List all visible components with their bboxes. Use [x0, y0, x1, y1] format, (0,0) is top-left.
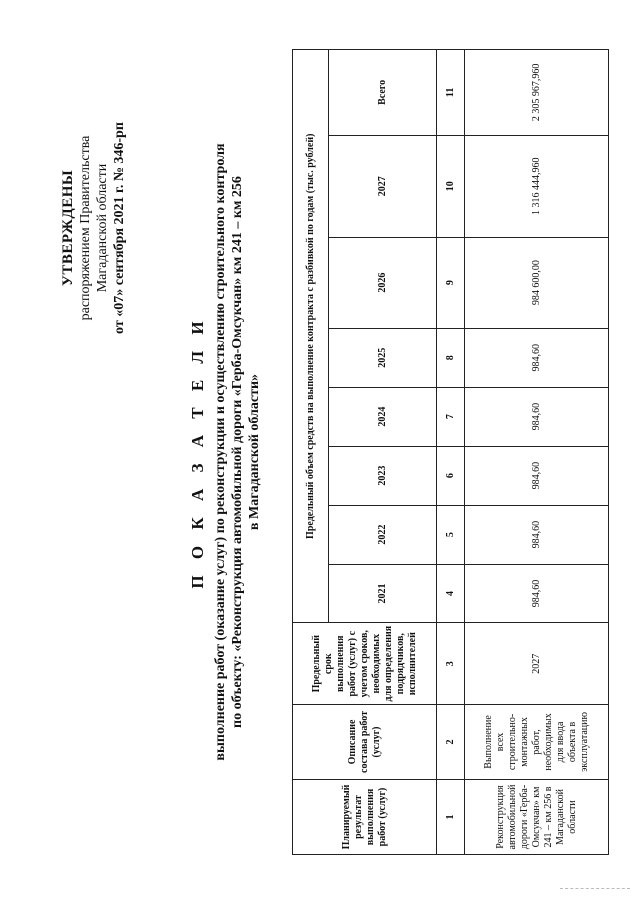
header-year-2022: 2022	[329, 505, 437, 564]
header-year-2027: 2027	[329, 135, 437, 237]
column-number-4: 4	[437, 564, 465, 623]
title-line-1: выполнение работ (оказание услуг) по реконструкции и осуществлению строительного контроля	[213, 143, 228, 761]
column-number-5: 5	[437, 505, 465, 564]
header-result: Планируемый результат выполнения работ (услуг)	[293, 779, 437, 854]
cell-amount-2021: 984,60	[465, 564, 609, 623]
title-line-2: по объекту: «Реконструкция автомобильной дороги «Герба-Омсукчан» км 241 – км 256	[230, 176, 245, 728]
column-number-3: 3	[437, 623, 465, 704]
table-row	[465, 50, 609, 855]
cell-amount-2025: 984,60	[465, 328, 609, 387]
column-number-7: 7	[437, 387, 465, 446]
cell-amount-2026: 984 600,00	[465, 237, 609, 328]
cell-amount-total: 2 305 967,960	[465, 50, 609, 136]
cell-description: Выполнение всех строительно-монтажных работ, необходимых для ввода объекта в эксплуатацию	[465, 704, 609, 779]
column-number-6: 6	[437, 446, 465, 505]
column-number-9: 9	[437, 237, 465, 328]
cell-amount-2027: 1 316 444,960	[465, 135, 609, 237]
column-number-10: 10	[437, 135, 465, 237]
cell-amount-2022: 984,60	[465, 505, 609, 564]
cell-result: Реконструкция автомобильной дороги «Герба-Омсукчан» км 241 – км 256 в Магаданской области	[465, 779, 609, 854]
header-total: Всего	[329, 50, 437, 136]
cell-amount-2024: 984,60	[465, 387, 609, 446]
header-year-2024: 2024	[329, 387, 437, 446]
title-line-3: в Магаданской области»	[247, 373, 262, 531]
approval-line-1: распоряжением Правительства	[78, 135, 93, 321]
scan-edge-mark	[560, 888, 630, 889]
header-volume: Предельный объем средств на выполнение контракта с разбивкой по годам (тыс. рублей)	[293, 50, 329, 623]
header-year-2021: 2021	[329, 564, 437, 623]
column-number-8: 8	[437, 328, 465, 387]
approval-line-2: Магаданской области	[95, 163, 110, 293]
header-year-2025: 2025	[329, 328, 437, 387]
column-number-2: 2	[437, 704, 465, 779]
approval-stamp	[60, 63, 128, 393]
header-year-2026: 2026	[329, 237, 437, 328]
document-title	[188, 87, 263, 817]
column-number-1: 1	[437, 779, 465, 854]
cell-amount-2023: 984,60	[465, 446, 609, 505]
approval-heading: УТВЕРЖДЕНЫ	[60, 169, 76, 287]
indicators-table	[292, 49, 609, 855]
header-deadline: Предельный срок выполнения работ (услуг) с учетом сроков, необходимых для определения подрядчиков, исполнителей	[293, 623, 437, 704]
header-year-2023: 2023	[329, 446, 437, 505]
title-main: П О К А З А Т Е Л И	[188, 315, 207, 589]
header-description: Описание состава работ (услуг)	[293, 704, 437, 779]
cell-deadline: 2027	[465, 623, 609, 704]
rotated-landscape-sheet	[40, 27, 600, 877]
approval-date: от «07» сентября 2021 г. № 346-рп	[112, 122, 127, 334]
column-number-11: 11	[437, 50, 465, 136]
